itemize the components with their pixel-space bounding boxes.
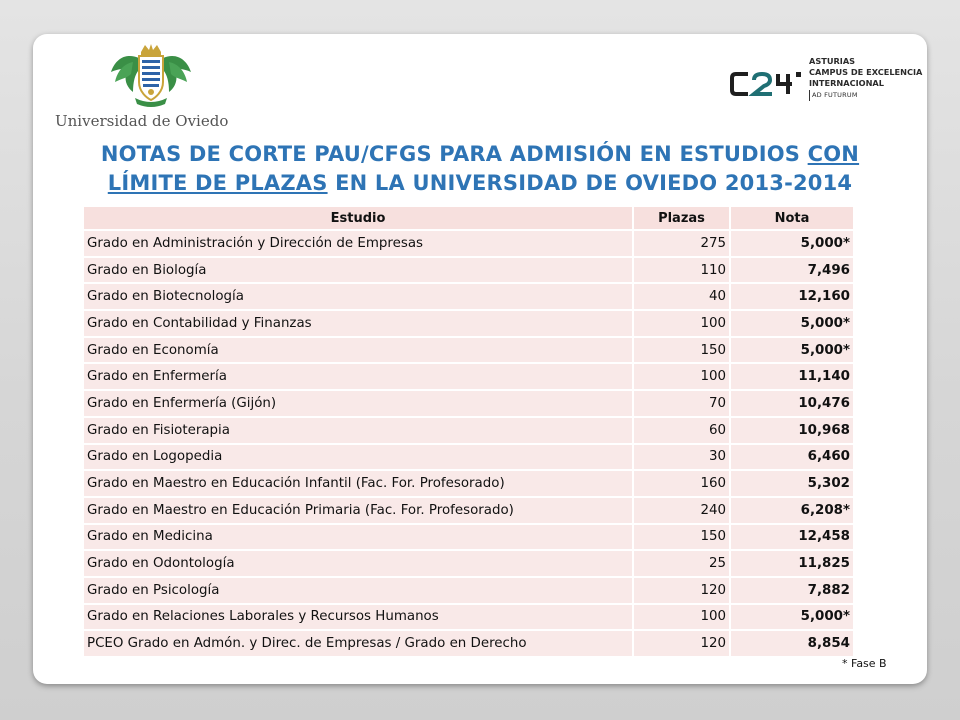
table-row: [84, 470, 854, 497]
footnote-fase-b: * Fase B: [842, 657, 887, 670]
cell-plazas: 40: [633, 283, 730, 310]
cell-plazas: 150: [633, 337, 730, 364]
table-row: [84, 363, 854, 390]
cell-estudio: PCEO Grado en Admón. y Direc. de Empresas / Grado en Derecho: [84, 630, 633, 657]
cell-plazas: 100: [633, 604, 730, 631]
cell-plazas: 110: [633, 257, 730, 284]
cell-estudio: Grado en Maestro en Educación Infantil (Fac. For. Profesorado): [84, 470, 633, 497]
cell-nota: 6,208*: [730, 497, 854, 524]
table-row: [84, 283, 854, 310]
cell-plazas: 100: [633, 363, 730, 390]
cell-estudio: Grado en Enfermería: [84, 363, 633, 390]
table-row: [84, 337, 854, 364]
table-header-row: [84, 207, 854, 230]
c24-campus-mark-icon: [730, 66, 806, 100]
table-row: [84, 550, 854, 577]
cell-estudio: Grado en Psicología: [84, 577, 633, 604]
cell-plazas: 150: [633, 524, 730, 551]
table-row: [84, 577, 854, 604]
campus-line-internacional: INTERNACIONAL: [809, 78, 884, 88]
cell-nota: 11,140: [730, 363, 854, 390]
cell-plazas: 160: [633, 470, 730, 497]
cell-nota: 11,825: [730, 550, 854, 577]
title-part-3: LÍMITE DE PLAZAS: [107, 171, 328, 195]
university-name: Universidad de Oviedo: [55, 112, 229, 130]
table-row: [84, 257, 854, 284]
cell-plazas: 25: [633, 550, 730, 577]
table-row: [84, 390, 854, 417]
cell-estudio: Grado en Biología: [84, 257, 633, 284]
cell-estudio: Grado en Fisioterapia: [84, 417, 633, 444]
page-title: [33, 140, 927, 198]
cell-nota: 5,000*: [730, 604, 854, 631]
cell-estudio: Grado en Enfermería (Gijón): [84, 390, 633, 417]
cell-estudio: Grado en Odontología: [84, 550, 633, 577]
title-part-2: CON: [807, 142, 860, 166]
cell-nota: 12,458: [730, 524, 854, 551]
cell-plazas: 100: [633, 310, 730, 337]
table-row: [84, 497, 854, 524]
title-part-4: EN LA UNIVERSIDAD DE OVIEDO 2013-2014: [327, 171, 853, 195]
campus-line-campus: CAMPUS DE EXCELENCIA: [809, 67, 923, 77]
cell-plazas: 120: [633, 630, 730, 657]
table-row: [84, 444, 854, 471]
cell-estudio: Grado en Maestro en Educación Primaria (Fac. For. Profesorado): [84, 497, 633, 524]
cell-nota: 5,000*: [730, 230, 854, 257]
cell-nota: 7,496: [730, 257, 854, 284]
campus-text: [809, 56, 922, 101]
header-plazas: Plazas: [633, 207, 730, 230]
campus-line-asturias: ASTURIAS: [809, 56, 856, 66]
cell-nota: 12,160: [730, 283, 854, 310]
cell-estudio: Grado en Relaciones Laborales y Recursos Humanos: [84, 604, 633, 631]
cell-plazas: 240: [633, 497, 730, 524]
table-row: [84, 604, 854, 631]
cell-nota: 6,460: [730, 444, 854, 471]
table-row: [84, 524, 854, 551]
cell-estudio: Grado en Economía: [84, 337, 633, 364]
cell-plazas: 275: [633, 230, 730, 257]
cell-estudio: Grado en Medicina: [84, 524, 633, 551]
campus-line-ad-futurum: AD FUTURUM: [809, 90, 922, 101]
cell-nota: 8,854: [730, 630, 854, 657]
slide: [33, 34, 927, 684]
campus-excellence-logo: [730, 56, 923, 112]
cell-estudio: Grado en Contabilidad y Finanzas: [84, 310, 633, 337]
cutoff-table: [84, 207, 855, 658]
cell-estudio: Grado en Administración y Dirección de Empresas: [84, 230, 633, 257]
cell-estudio: Grado en Biotecnología: [84, 283, 633, 310]
cell-nota: 10,968: [730, 417, 854, 444]
cell-nota: 5,302: [730, 470, 854, 497]
cell-nota: 5,000*: [730, 337, 854, 364]
cell-plazas: 70: [633, 390, 730, 417]
header-nota: Nota: [730, 207, 854, 230]
header-estudio: Estudio: [84, 207, 633, 230]
cell-estudio: Grado en Logopedia: [84, 444, 633, 471]
cell-plazas: 120: [633, 577, 730, 604]
table-row: [84, 630, 854, 657]
cell-nota: 10,476: [730, 390, 854, 417]
table-row: [84, 230, 854, 257]
university-crest-icon: [105, 42, 197, 108]
cell-plazas: 30: [633, 444, 730, 471]
table-row: [84, 417, 854, 444]
title-part-1: NOTAS DE CORTE PAU/CFGS PARA ADMISIÓN EN ESTUDIOS: [100, 142, 808, 166]
cell-nota: 5,000*: [730, 310, 854, 337]
table-row: [84, 310, 854, 337]
university-logo: [53, 40, 243, 132]
cell-plazas: 60: [633, 417, 730, 444]
cell-nota: 7,882: [730, 577, 854, 604]
